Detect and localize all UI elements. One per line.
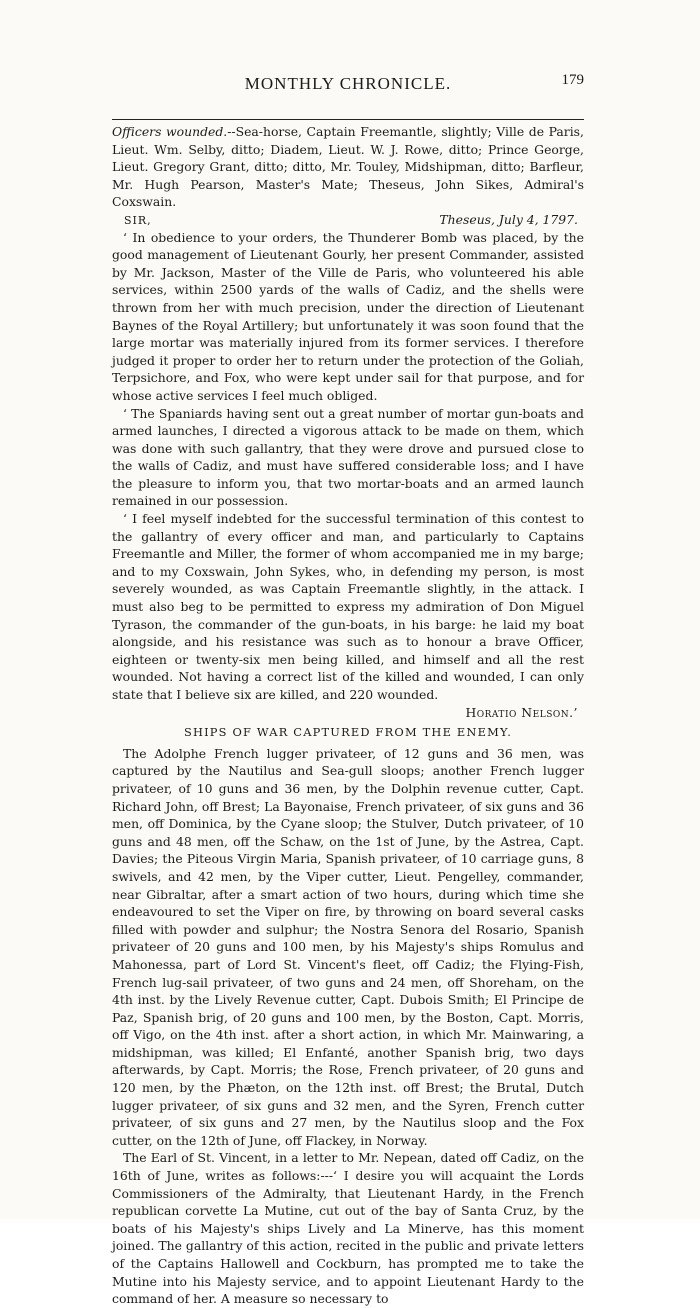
page-header — [112, 72, 584, 98]
page-number: 179 — [561, 72, 584, 88]
letter-paragraph: ‘ The Spaniards having sent out a great number of mortar gun-boats and armed launches, I directed a vigorous attack to be made on them, which was done with such gallantry, that they were drove and pursued close to the walls of Cadiz, and must have suffered considerable loss; and I have the pleasure to inform you, that two mortar-boats and an armed launch remained in our possession. — [112, 405, 584, 509]
letter-paragraph: ‘ I feel myself indebted for the successful termination of this contest to the gallantry of every officer and man, and particularly to Captains Freemantle and Miller, the former of whom accompanied me in my barge; and to my Coxswain, John Sykes, who, in defending my person, is most severely wounded, as was Captain Freemantle slightly, in the attack. I must also beg to be permitted to express my admiration of Don Miguel Tyrason, the commander of the gun-boats, in his barge: he laid my boat alongside, and his resistance was such as to honour a brave Officer, eighteen or twenty-six men being killed, and himself and all the rest wounded. Not having a correct list of the killed and wounded, I can only state that I believe six are killed, and 220 wounded. — [112, 511, 584, 702]
wounded-lead: Officers wounded. — [112, 124, 228, 139]
wounded-text: --Sea-horse, Captain Freemantle, slightly; Ville de Paris, Lieut. Wm. Selby, ditto; Diadem, Lieut. W. J. Rowe, ditto; Prince George, Lieut. Gregory Grant, ditto; ditto, Mr. Touley, Midshipman, ditto; Barfleur, Mr. Hugh Pearson, Master's Mate; Theseus, John Sikes, Admiral's Coxswain. — [112, 124, 584, 210]
wounded-paragraph — [112, 123, 584, 211]
letter-dateline: Theseus, July 4, 1797. — [439, 211, 578, 227]
letter-salutation-line — [112, 211, 584, 229]
letter-signature: Horatio Nelson.’ — [465, 704, 578, 720]
page-body — [112, 123, 584, 1308]
letter-salutation: SIR, — [124, 213, 152, 227]
running-title: MONTHLY CHRONICLE. — [244, 74, 452, 93]
section-paragraph: The Earl of St. Vincent, in a letter to Mr. Nepean, dated off Cadiz, on the 16th of June, writes as follows:---‘ I desire you will acquaint the Lords Commissioners of the Admiralty, that Lieutenant Hardy, in the French republican corvette La Mutine, cut out of the bay of Santa Cruz, by the boats of his Majesty's ships Lively and La Minerve, has this moment joined. The gallantry of this action, recited in the public and private letters of the Captains Hallowell and Cockburn, has prompted me to take the Mutine into his Majesty service, and to appoint Lieutenant Hardy to the command of her. A measure so necessary to — [112, 1150, 584, 1307]
section-heading: SHIPS OF WAR CAPTURED FROM THE ENEMY. — [183, 725, 513, 740]
header-rule — [112, 119, 584, 120]
letter-paragraph: ‘ In obedience to your orders, the Thunderer Bomb was placed, by the good management of Lieutenant Gourly, her present Commander, assisted by Mr. Jackson, Master of the Ville de Paris, who volunteered his able services, within 2500 yards of the walls of Cadiz, and the shells were thrown from her with much precision, under the direction of Lieutenant Baynes of the Royal Artillery; but unfortunately it was soon found that the large mortar was materially injured from its former services. I therefore judged it proper to order her to return under the protection of the Goliah, Terpsichore, and Fox, who were kept under sail for that purpose, and for whose active services I feel much obliged. — [112, 229, 584, 403]
section-paragraph: The Adolphe French lugger privateer, of 12 guns and 36 men, was captured by the Nautilus and Sea-gull sloops; another French lugger privateer, of 10 guns and 36 men, by the Dolphin revenue cutter, Capt. Richard John, off Brest; La Bayonaise, French privateer, of six guns and 36 men, off Dominica, by the Cyane sloop; the Stulver, Dutch privateer, of 10 guns and 48 men, off the Schaw, on the 1st of June, by the Astrea, Capt. Davies; the Piteous Virgin Maria, Spanish privateer, of 10 carriage guns, 8 swivels, and 42 men, by the Viper cutter, Lieut. Pengelley, commander, near Gibraltar, after a smart action of two hours, during which time she endeavoured to set the Viper on fire, by throwing on board several casks filled with powder and sulphur; the Nostra Senora del Rosario, Spanish privateer of 20 guns and 100 men, by his Majesty's ships Romulus and Mahonessa, part of Lord St. Vincent's fleet, off Cadiz; the Flying-Fish, French lug-sail privateer, of two guns and 24 men, off Shoreham, on the 4th inst. by the Lively Revenue cutter, Capt. Dubois Smith; El Principe de Paz, Spanish brig, of 20 guns and 100 men, by the Boston, Capt. Morris, off Vigo, on the 4th inst. after a short action, in which Mr. Mainwaring, a midshipman, was killed; El Enfanté, another Spanish brig, two days afterwards, by Capt. Morris; the Rose, French privateer, of 20 guns and 120 men, by the Phæton, on the 12th inst. off Brest; the Brutal, Dutch lugger privateer, of six guns and 32 men, and the Syren, French cutter privateer, of six guns and 27 men, by the Nautilus sloop and the Fox cutter, on the 12th of June, off Flackey, in Norway. — [112, 745, 584, 1148]
